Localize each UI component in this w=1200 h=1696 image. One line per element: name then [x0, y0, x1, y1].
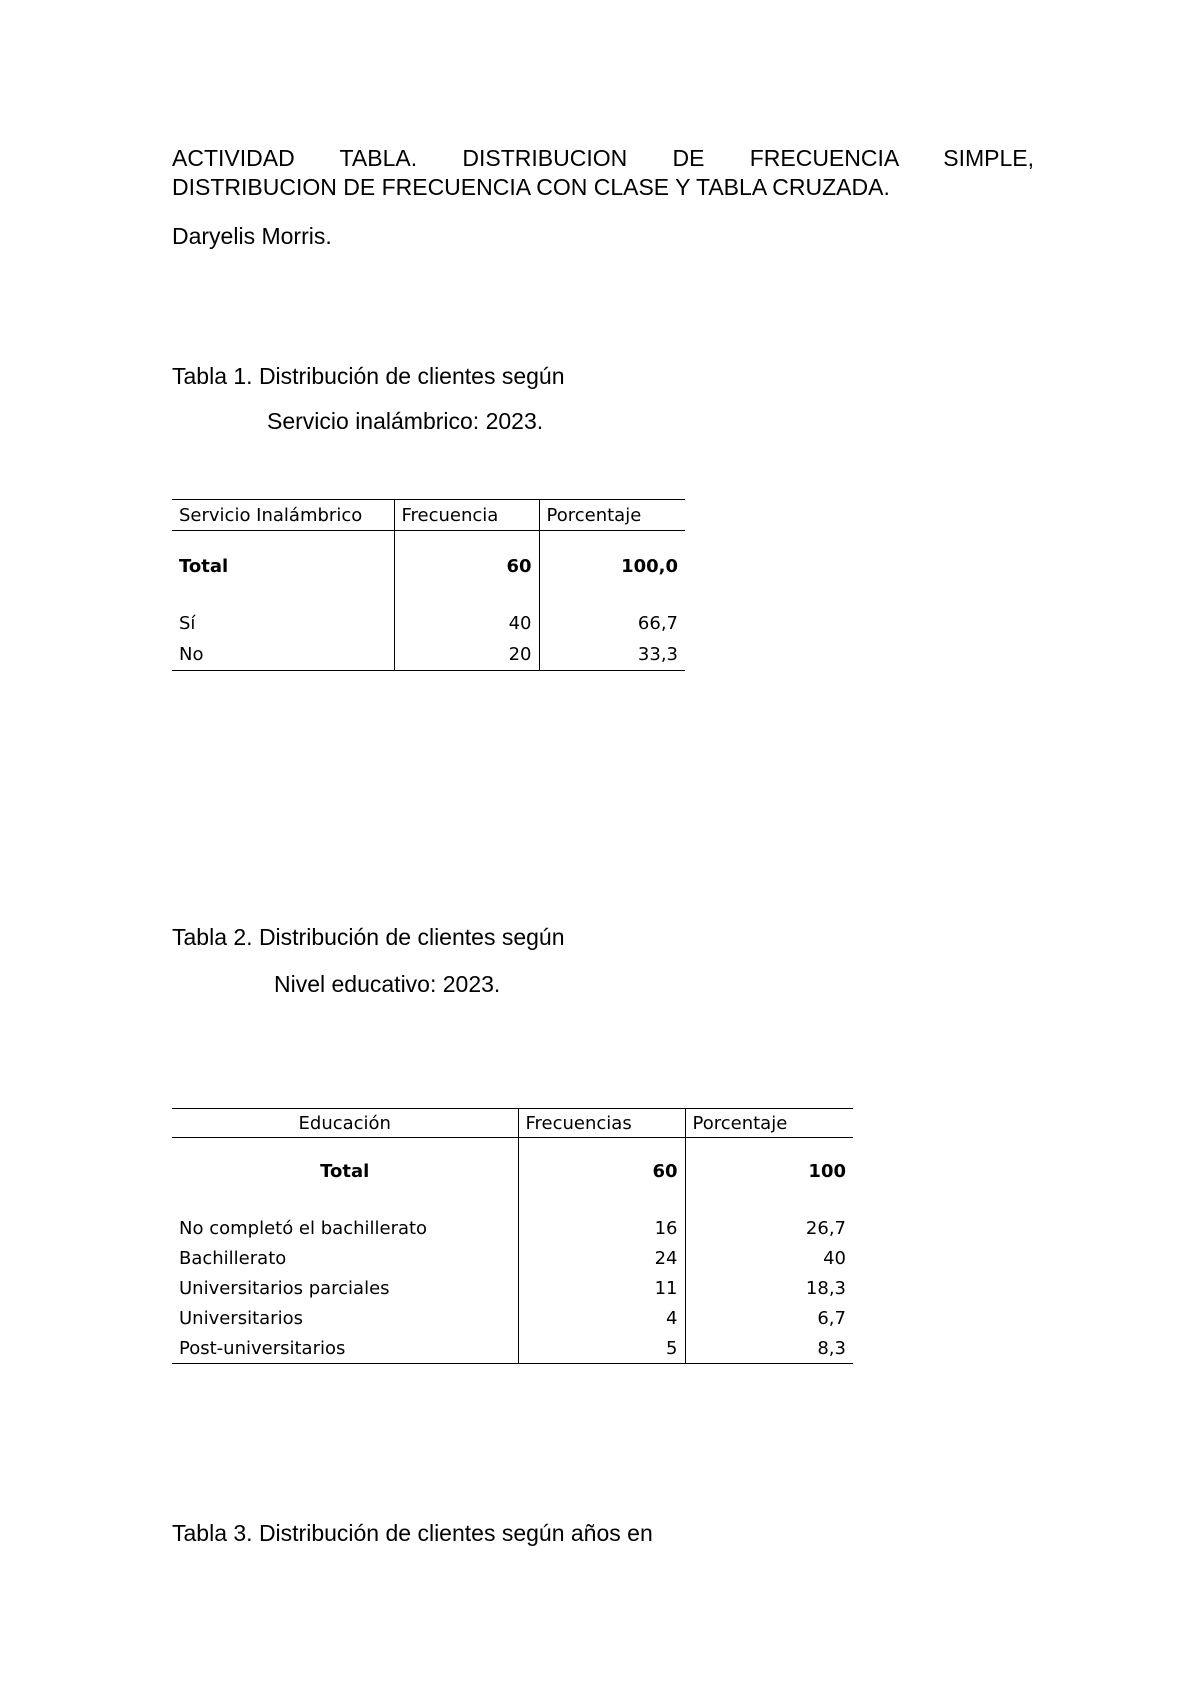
table1-caption-line1: Tabla 1. Distribución de clientes según — [172, 363, 565, 389]
table-total-row — [172, 546, 685, 586]
row-percentage: 66,7 — [637, 613, 678, 634]
table2-education-level — [172, 1108, 853, 1364]
row-frequency: 4 — [518, 1303, 685, 1333]
title-line-1: ACTIVIDAD TABLA. DISTRIBUCION DE FRECUENCIA SIMPLE, — [172, 145, 1034, 171]
column-header: Porcentaje — [685, 1109, 853, 1138]
table2-caption-line2: Nivel educativo: 2023. — [274, 971, 501, 997]
column-header: Educación — [172, 1109, 518, 1138]
table-header-row — [172, 1109, 853, 1138]
row-frequency: 5 — [518, 1333, 685, 1364]
table1-wireless-service — [172, 499, 685, 671]
author-name: Daryelis Morris. — [172, 223, 332, 249]
row-label: Post-universitarios — [172, 1333, 518, 1364]
column-header: Frecuencia — [394, 500, 539, 531]
total-frequency: 60 — [518, 1151, 685, 1191]
row-percentage: 40 — [823, 1247, 846, 1269]
row-frequency: 24 — [518, 1243, 685, 1273]
column-header: Frecuencias — [518, 1109, 685, 1138]
row-frequency: 16 — [518, 1213, 685, 1243]
row-label: Bachillerato — [172, 1243, 518, 1273]
table-row — [172, 1273, 853, 1303]
table-row — [172, 1303, 853, 1333]
total-label: Total — [172, 546, 394, 586]
row-percentage: 18,3 — [805, 1277, 846, 1299]
total-percentage: 100 — [808, 1160, 846, 1182]
table2-caption-line1: Tabla 2. Distribución de clientes según — [172, 924, 565, 950]
table-row — [172, 1333, 853, 1364]
column-header: Porcentaje — [539, 500, 685, 531]
row-label: No — [172, 639, 394, 671]
row-label: Universitarios — [172, 1303, 518, 1333]
table1-caption-line2: Servicio inalámbrico: 2023. — [267, 408, 544, 434]
row-percentage: 6,7 — [817, 1307, 846, 1329]
table3-caption-line1: Tabla 3. Distribución de clientes según años en — [172, 1520, 653, 1546]
row-percentage: 8,3 — [685, 1333, 853, 1364]
table-row — [172, 1243, 853, 1273]
document-title — [172, 144, 1034, 202]
title-line-2: DISTRIBUCION DE FRECUENCIA CON CLASE Y TABLA CRUZADA. — [172, 174, 890, 200]
total-frequency: 60 — [394, 546, 539, 586]
row-frequency: 40 — [394, 608, 539, 639]
row-percentage: 33,3 — [539, 639, 685, 671]
table-header-row — [172, 500, 685, 531]
row-label: Sí — [172, 608, 394, 639]
total-percentage: 100,0 — [621, 555, 678, 577]
table-total-row — [172, 1151, 853, 1191]
column-header: Servicio Inalámbrico — [172, 500, 394, 531]
row-percentage: 26,7 — [805, 1217, 846, 1239]
table-row — [172, 639, 685, 671]
row-label: Universitarios parciales — [172, 1273, 518, 1303]
row-frequency: 11 — [518, 1273, 685, 1303]
total-label: Total — [172, 1151, 518, 1191]
row-label: No completó el bachillerato — [172, 1213, 518, 1243]
row-frequency: 20 — [394, 639, 539, 671]
table-row — [172, 608, 685, 639]
table-row — [172, 1213, 853, 1243]
